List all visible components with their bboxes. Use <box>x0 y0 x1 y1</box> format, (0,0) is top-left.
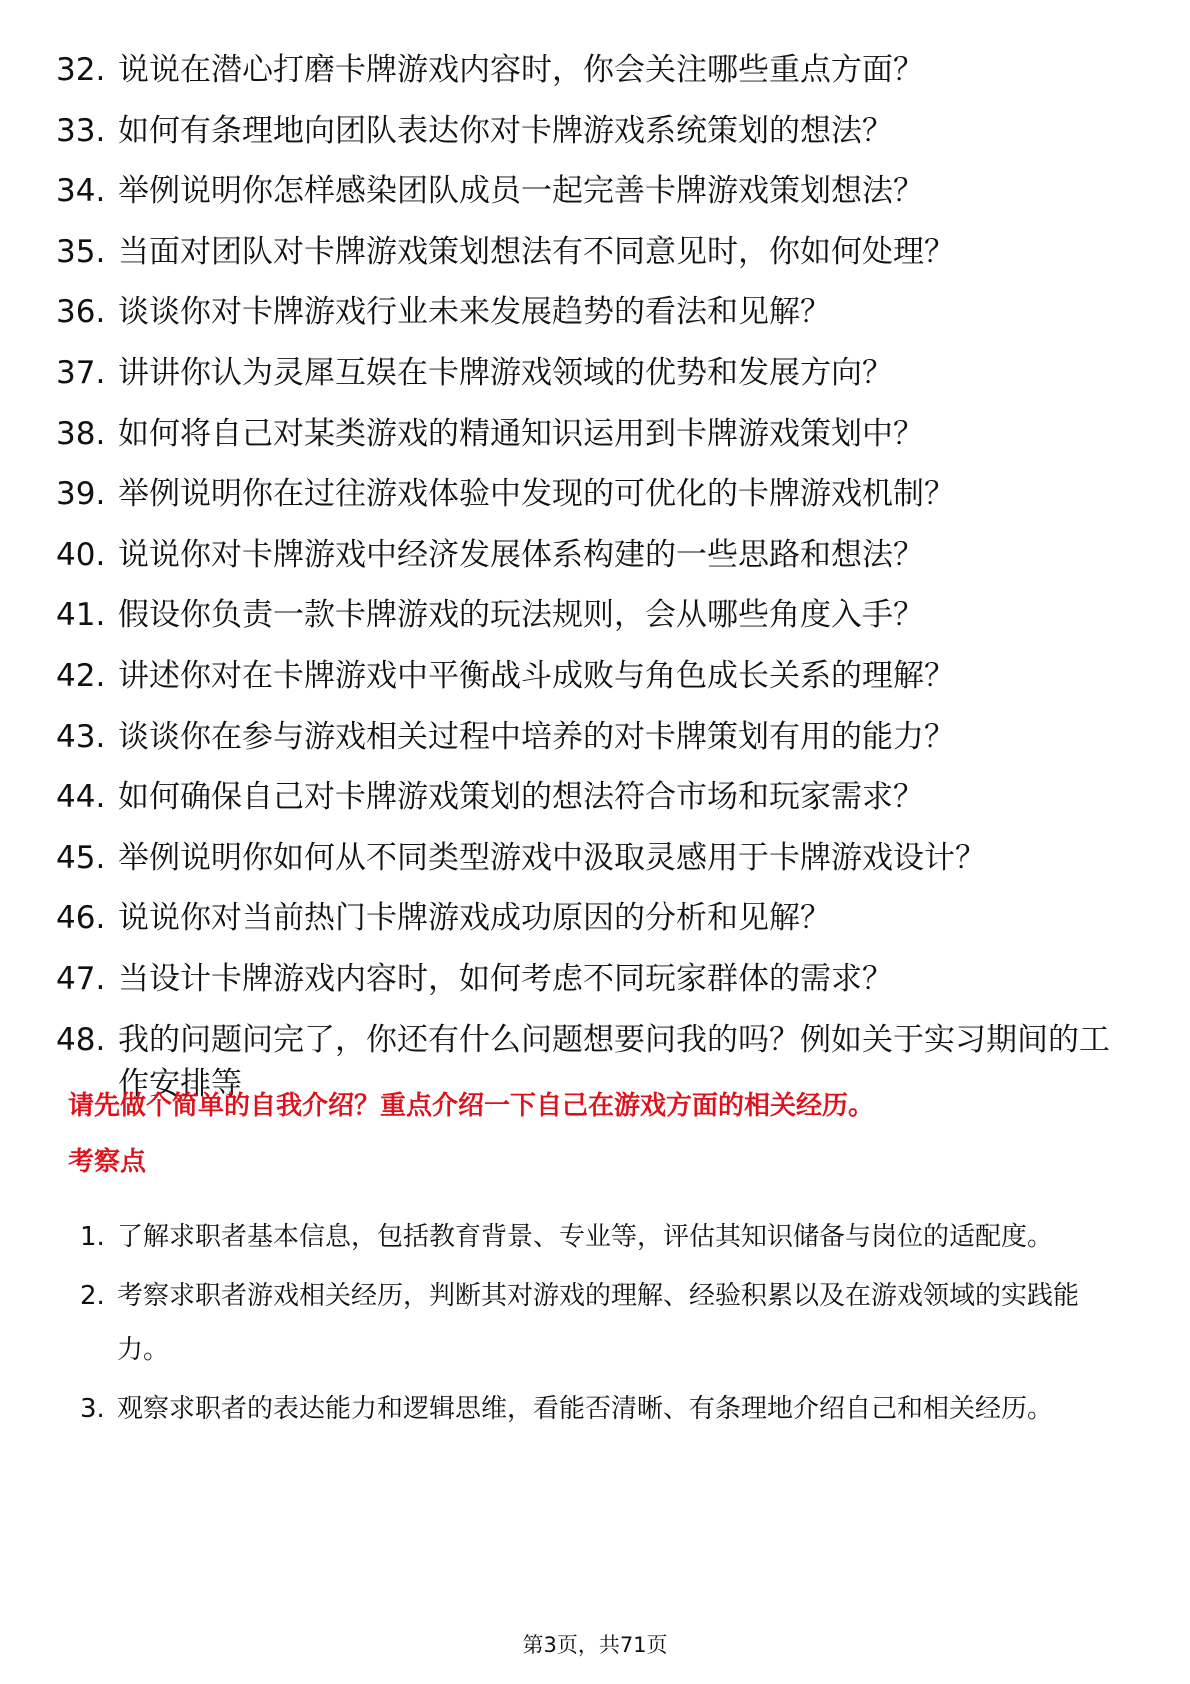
question-text: 讲讲你认为灵犀互娱在卡牌游戏领域的优势和发展方向？ <box>118 354 893 391</box>
question-text: 如何将自己对某类游戏的精通知识运用到卡牌游戏策划中？ <box>118 415 924 452</box>
question-item <box>56 169 1126 213</box>
question-number: 33. <box>56 112 106 149</box>
question-item <box>56 836 1126 880</box>
question-number: 35. <box>56 233 106 270</box>
question-number: 41. <box>56 597 106 634</box>
question-text: 我的问题问完了，你还有什么问题想要问我的吗？例如关于实习期间的工作安排等 <box>118 1021 1110 1102</box>
question-text: 说说在潜心打磨卡牌游戏内容时，你会关注哪些重点方面？ <box>118 52 924 88</box>
question-number: 40. <box>56 536 106 573</box>
question-number: 34. <box>56 173 106 210</box>
question-number: 32. <box>56 52 106 88</box>
question-text: 举例说明你怎样感染团队成员一起完善卡牌游戏策划想法？ <box>118 173 924 210</box>
question-item <box>56 412 1126 456</box>
question-text: 举例说明你如何从不同类型游戏中汲取灵感用于卡牌游戏设计？ <box>118 839 986 876</box>
point-text: 了解求职者基本信息，包括教育背景、专业等，评估其知识储备与岗位的适配度。 <box>117 1222 1054 1252</box>
point-item <box>80 1269 1130 1377</box>
question-number: 47. <box>56 960 106 997</box>
point-item <box>80 1210 1130 1264</box>
question-item <box>56 109 1126 153</box>
question-number: 45. <box>56 839 106 876</box>
question-item <box>56 775 1126 819</box>
page-number: 第3页，共71页 <box>522 1633 668 1657</box>
point-number: 1. <box>80 1222 105 1252</box>
question-number: 43. <box>56 718 106 755</box>
point-text: 观察求职者的表达能力和逻辑思维，看能否清晰、有条理地介绍自己和相关经历。 <box>117 1394 1054 1424</box>
question-number: 39. <box>56 476 106 513</box>
point-text: 考察求职者游戏相关经历，判断其对游戏的理解、经验积累以及在游戏领域的实践能力。 <box>117 1281 1080 1365</box>
question-text: 说说你对当前热门卡牌游戏成功原因的分析和见解？ <box>118 900 831 937</box>
question-item <box>56 715 1126 759</box>
question-text: 如何确保自己对卡牌游戏策划的想法符合市场和玩家需求？ <box>118 779 924 816</box>
question-item <box>56 654 1126 698</box>
question-number: 38. <box>56 415 106 452</box>
question-number: 36. <box>56 294 106 331</box>
question-item <box>56 230 1126 274</box>
question-number: 37. <box>56 354 106 391</box>
question-number: 44. <box>56 779 106 816</box>
question-text: 如何有条理地向团队表达你对卡牌游戏系统策划的想法？ <box>118 112 893 149</box>
question-number: 46. <box>56 900 106 937</box>
question-text: 假设你负责一款卡牌游戏的玩法规则，会从哪些角度入手？ <box>118 597 924 634</box>
question-item <box>56 472 1126 516</box>
section-title: 请先做个简单的自我介绍？重点介绍一下自己在游戏方面的相关经历。 <box>68 1091 875 1121</box>
points-list <box>80 1210 1130 1441</box>
question-text: 说说你对卡牌游戏中经济发展体系构建的一些思路和想法？ <box>118 536 924 573</box>
question-text: 谈谈你在参与游戏相关过程中培养的对卡牌策划有用的能力？ <box>118 718 955 755</box>
question-text: 讲述你对在卡牌游戏中平衡战斗成败与角色成长关系的理解？ <box>118 657 955 694</box>
question-text: 举例说明你在过往游戏体验中发现的可优化的卡牌游戏机制？ <box>118 476 955 513</box>
question-item <box>56 48 1126 92</box>
question-item <box>56 533 1126 577</box>
question-item <box>56 896 1126 940</box>
question-text: 当面对团队对卡牌游戏策划想法有不同意见时，你如何处理？ <box>118 233 955 270</box>
question-text: 当设计卡牌游戏内容时，如何考虑不同玩家群体的需求？ <box>118 960 893 997</box>
point-number: 2. <box>80 1281 105 1311</box>
point-item <box>80 1382 1130 1436</box>
question-number: 48. <box>56 1021 106 1058</box>
question-item <box>56 957 1126 1001</box>
points-label: 考察点 <box>68 1147 147 1177</box>
question-text: 谈谈你对卡牌游戏行业未来发展趋势的看法和见解？ <box>118 294 831 331</box>
question-number: 42. <box>56 657 106 694</box>
question-item <box>56 593 1126 637</box>
question-item <box>56 351 1126 395</box>
question-item <box>56 290 1126 334</box>
point-number: 3. <box>80 1394 105 1424</box>
question-list <box>56 48 1126 1122</box>
